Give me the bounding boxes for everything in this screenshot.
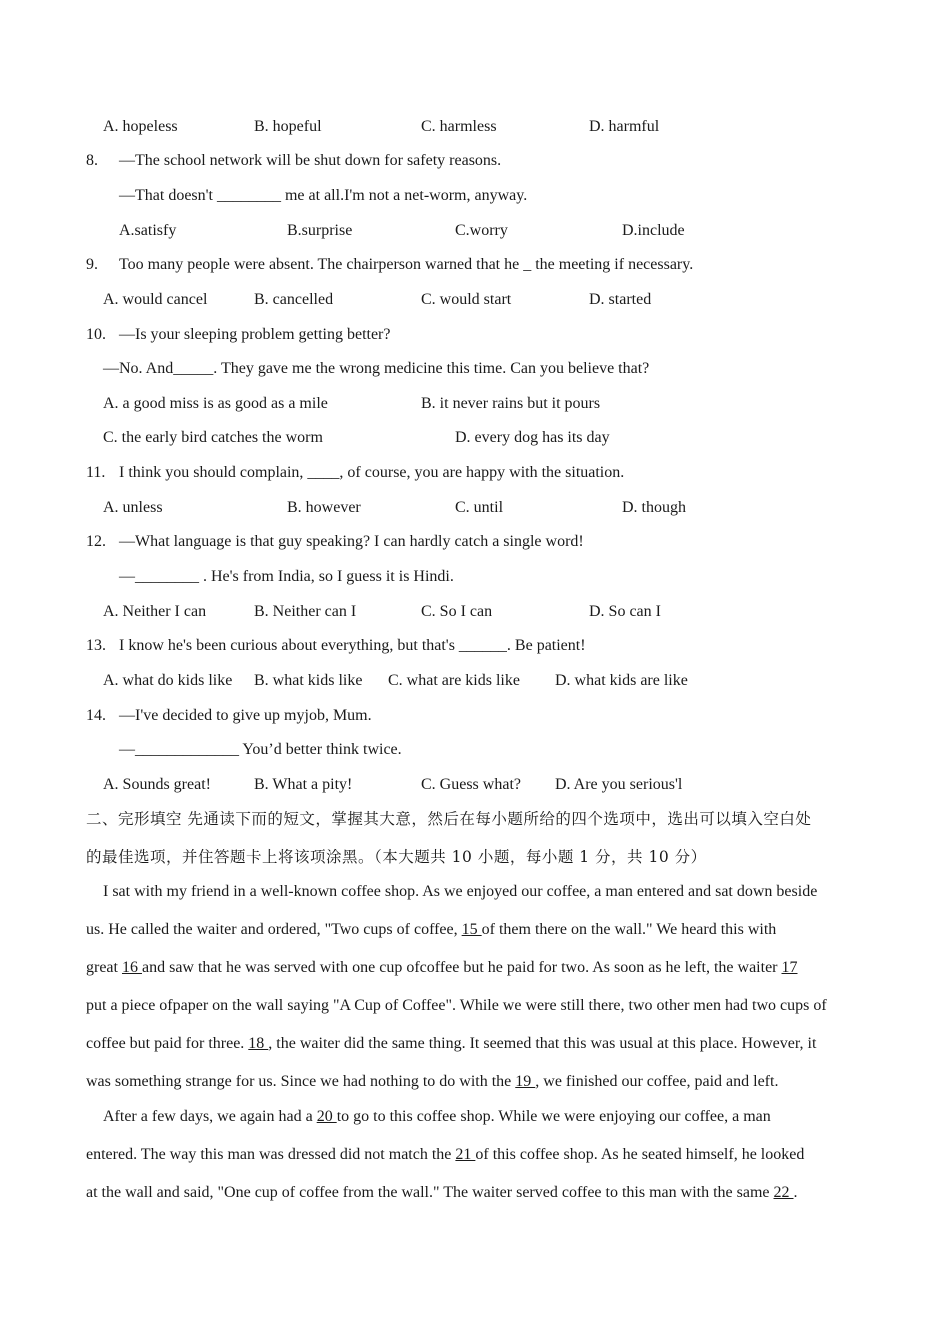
q10-line2: —No. And_____. They gave me the wrong medicine this time. Can you believe that? bbox=[103, 360, 650, 377]
q7-option-d: D. harmful bbox=[589, 118, 660, 135]
passage-p1-line1: I sat with my friend in a well-known coffee shop. As we enjoyed our coffee, a man entered and sat down beside bbox=[103, 883, 818, 900]
q13-number: 13. bbox=[86, 637, 106, 654]
q10-line1: —Is your sleeping problem getting better? bbox=[119, 326, 391, 343]
q12-number: 12. bbox=[86, 533, 106, 550]
passage-p1-line6: was something strange for us. Since we had nothing to do with the 19 , we finished our coffee, paid and left. bbox=[86, 1073, 779, 1090]
q13-option-c: C. what are kids like bbox=[388, 672, 520, 689]
q12-option-c: C. So I can bbox=[421, 603, 493, 620]
q9-option-d: D. started bbox=[589, 291, 652, 308]
blank-17: 17 bbox=[781, 959, 798, 976]
q13-option-a: A. what do kids like bbox=[103, 672, 233, 689]
q7-option-c: C. harmless bbox=[421, 118, 497, 135]
q8-number: 8. bbox=[86, 152, 98, 169]
q14-option-d: D. Are you serious'l bbox=[555, 776, 683, 793]
section2-instructions-line2: 的最佳选项，并住答题卡上将该项涂黑。（本大题共 10 小题，每小题 1 分，共 10 分） bbox=[86, 848, 707, 866]
q10-number: 10. bbox=[86, 326, 106, 343]
q7-option-a: A. hopeless bbox=[103, 118, 178, 135]
q11-number: 11. bbox=[86, 464, 106, 481]
q11-option-a: A. unless bbox=[103, 499, 163, 516]
q8-line2: —That doesn't ________ me at all.I'm not a net-worm, anyway. bbox=[119, 187, 528, 204]
q10-option-d: D. every dog has its day bbox=[455, 429, 610, 446]
q8-option-d: D.include bbox=[622, 222, 685, 239]
passage-p2-line3: at the wall and said, "One cup of coffee from the wall." The waiter served coffee to this man with the same 22 . bbox=[86, 1184, 798, 1201]
section2-instructions-line1: 二、完形填空 先通读下而的短文，掌握其大意，然后在每小题所给的四个选项中，选出可以填入空白处 bbox=[86, 810, 812, 828]
blank-16: 16 bbox=[121, 959, 142, 976]
q9-option-b: B. cancelled bbox=[254, 291, 334, 308]
blank-15: 15 bbox=[461, 921, 482, 938]
q14-line1: —I've decided to give up myjob, Mum. bbox=[119, 707, 372, 724]
q12-line1: —What language is that guy speaking? I can hardly catch a single word! bbox=[119, 533, 584, 550]
q8-blank: ________ bbox=[216, 187, 281, 204]
q13-option-d: D. what kids are like bbox=[555, 672, 688, 689]
q11-option-c: C. until bbox=[455, 499, 504, 516]
q13-text: I know he's been curious about everything, but that's ______. Be patient! bbox=[119, 637, 586, 654]
q9-option-c: C. would start bbox=[421, 291, 512, 308]
q13-option-b: B. what kids like bbox=[254, 672, 363, 689]
q8-option-a: A.satisfy bbox=[119, 222, 177, 239]
q8-option-b: B.surprise bbox=[287, 222, 353, 239]
blank-19: 19 bbox=[515, 1073, 536, 1090]
q9-option-a: A. would cancel bbox=[103, 291, 208, 308]
q9-number: 9. bbox=[86, 256, 98, 273]
q14-line2: —_____________ You’d better think twice. bbox=[119, 741, 402, 758]
blank-18: 18 bbox=[248, 1035, 269, 1052]
passage-p1-line5: coffee but paid for three. 18 , the waiter did the same thing. It seemed that this was usual at this place. However, it bbox=[86, 1035, 817, 1052]
q14-number: 14. bbox=[86, 707, 106, 724]
q12-line2: —________ . He's from India, so I guess it is Hindi. bbox=[119, 568, 454, 585]
q12-option-d: D. So can I bbox=[589, 603, 661, 620]
q8-line1: —The school network will be shut down for safety reasons. bbox=[119, 152, 502, 169]
blank-22: 22 bbox=[773, 1184, 794, 1201]
q9-text: Too many people were absent. The chairperson warned that he _ the meeting if necessary. bbox=[119, 256, 694, 273]
q14-blank: _____________ bbox=[135, 741, 239, 758]
blank-21: 21 bbox=[455, 1146, 476, 1163]
q10-option-a: A. a good miss is as good as a mile bbox=[103, 395, 328, 412]
passage-p2-line1: After a few days, we again had a 20 to go to this coffee shop. While we were enjoying our coffee, a man bbox=[103, 1108, 771, 1125]
passage-p1-line2: us. He called the waiter and ordered, "Two cups of coffee, 15 of them there on the wall." We heard this with bbox=[86, 921, 777, 938]
blank-20: 20 bbox=[316, 1108, 337, 1125]
q8-option-c: C.worry bbox=[455, 222, 508, 239]
q10-option-c: C. the early bird catches the worm bbox=[103, 429, 323, 446]
q12-option-b: B. Neither can I bbox=[254, 603, 357, 620]
q10-option-b: B. it never rains but it pours bbox=[421, 395, 601, 412]
q10-blank: _____ bbox=[173, 360, 214, 377]
q7-option-b: B. hopeful bbox=[254, 118, 322, 135]
q11-text: I think you should complain, ____, of course, you are happy with the situation. bbox=[119, 464, 625, 481]
q12-blank: ________ bbox=[135, 568, 199, 585]
passage-p2-line2: entered. The way this man was dressed did not match the 21 of this coffee shop. As he seated himself, he looked bbox=[86, 1146, 805, 1163]
passage-p1-line4: put a piece ofpaper on the wall saying "A Cup of Coffee". While we were still there, two other men had two cups of bbox=[86, 997, 827, 1014]
passage-p1-line3: great 16 and saw that he was served with one cup ofcoffee but he paid for two. As soon as he left, the waiter 17 bbox=[86, 959, 798, 976]
q11-option-b: B. however bbox=[287, 499, 361, 516]
q11-option-d: D. though bbox=[622, 499, 686, 516]
q14-option-c: C. Guess what? bbox=[421, 776, 521, 793]
q12-option-a: A. Neither I can bbox=[103, 603, 207, 620]
q14-option-b: B. What a pity! bbox=[254, 776, 353, 793]
q14-option-a: A. Sounds great! bbox=[103, 776, 211, 793]
